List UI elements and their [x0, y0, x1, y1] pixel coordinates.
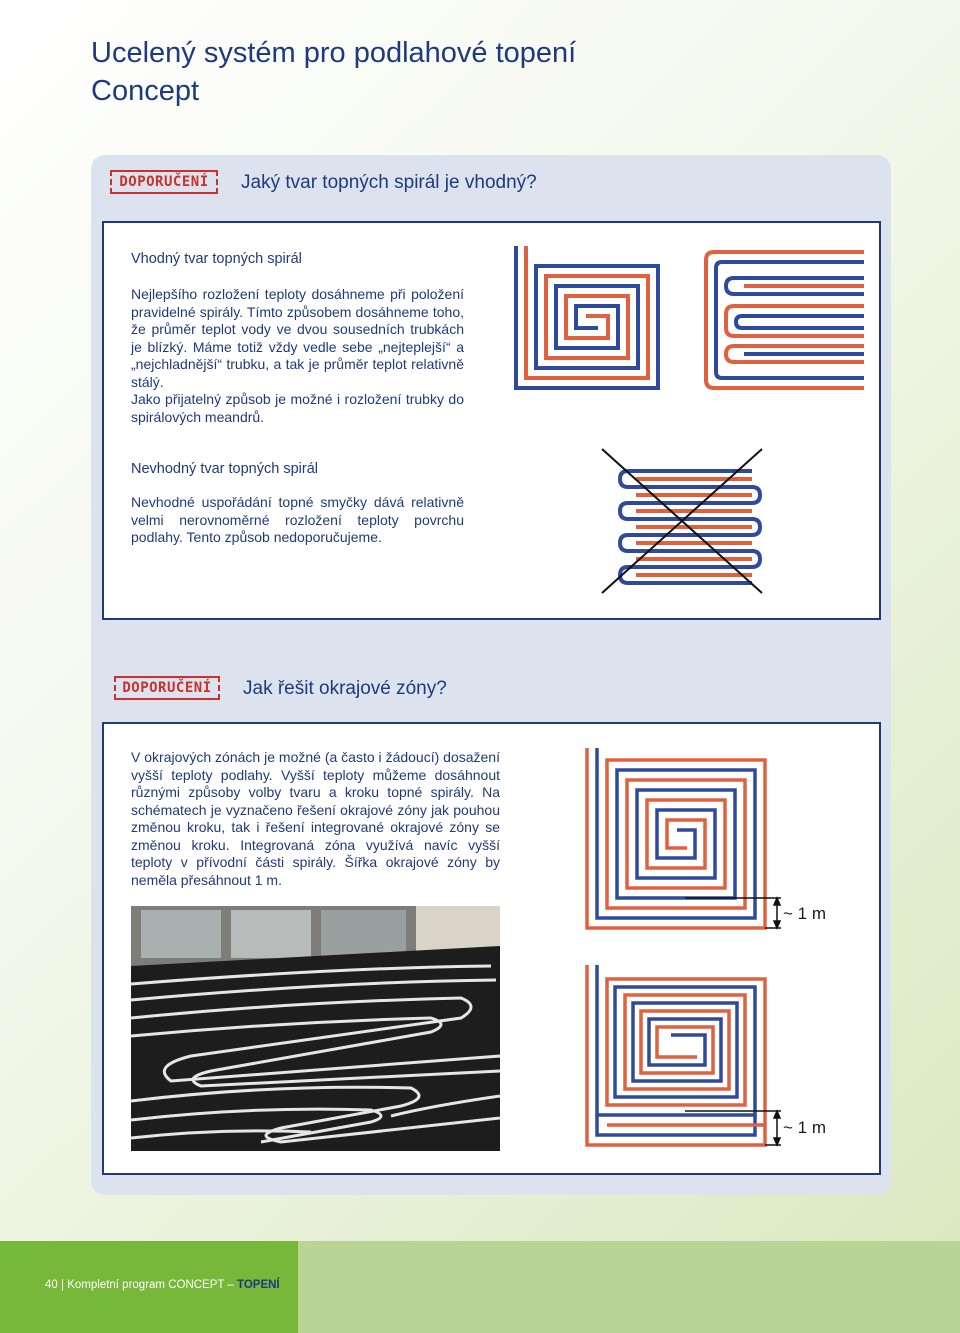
edge-zones-text: V okrajových zónách je možné (a často i žádoucí) dosažení vyšší teploty podlahy. Vyšší teploty můžeme dosáhnout různými způsoby volby tvaru a kroku topné spirály. Na schématech je vyznačeno řešení okrajové zóny jak pouhou změnou kroku, tak i řešení integrované okrajové zóny se změnou kroku. Integrovaná zóna využívá navíc vyšší teploty v přívodní části spirály. Šířka okrajové zóny by neměla přesáhnout 1 m. [131, 749, 500, 888]
recommendation-stamp-1: DOPORUČENÍ [110, 170, 218, 194]
suitable-text-meander: Jako přijatelný způsob je možné i rozložení trubky do spirálových meandrů. [131, 391, 464, 425]
page-title [91, 34, 791, 110]
edge-zone-pitch-diagram [585, 748, 815, 948]
question-edge-zones: Jak řešit okrajové zóny? [243, 678, 447, 699]
edge-zone-width-label-2: ~ 1 m [783, 1118, 826, 1137]
footer-strip [298, 1241, 960, 1333]
unsuitable-text: Nevhodné uspořádání topné smyčky dává relativně velmi nerovnoměrné rozložení teploty povrchu podlahy. Tento způsob nedoporučujeme. [131, 494, 464, 545]
question-spiral-shape: Jaký tvar topných spirál je vhodný? [241, 172, 537, 193]
suitable-text-main: Nejlepšího rozložení teploty dosáhneme při položení pravidelné spirály. Tímto způsobem dosáhneme toho, že průměr teplot vody ve dvou sousedních trubkách je blízký. Máme totiž vždy vedle sebe „nejteplejší“ a „nejchladnější“ trubku, a tak je průměr teplot relativně stálý. [131, 286, 464, 390]
suitable-heading: Vhodný tvar topných spirál [131, 251, 302, 267]
floor-heating-photo [131, 906, 500, 1151]
footer-section: TOPENÍ [237, 1279, 280, 1291]
footer-program: Kompletní program CONCEPT – [67, 1279, 234, 1291]
spiral-diagram [508, 244, 668, 392]
suitable-text [131, 286, 464, 426]
footer-separator: | [61, 1279, 64, 1291]
edge-zone-width-label-1: ~ 1 m [783, 904, 826, 923]
unsuitable-serpentine-diagram [600, 447, 766, 595]
page-number: 40 [45, 1279, 58, 1291]
footer-caption [45, 1279, 280, 1291]
page-title-line2: Concept [91, 75, 200, 107]
page-title-line1: Ucelený systém pro podlahové topení [91, 37, 577, 69]
integrated-edge-zone-diagram [585, 965, 815, 1155]
recommendation-stamp-2: DOPORUČENÍ [114, 676, 220, 700]
unsuitable-heading: Nevhodný tvar topných spirál [131, 461, 318, 477]
meander-diagram [702, 244, 868, 392]
